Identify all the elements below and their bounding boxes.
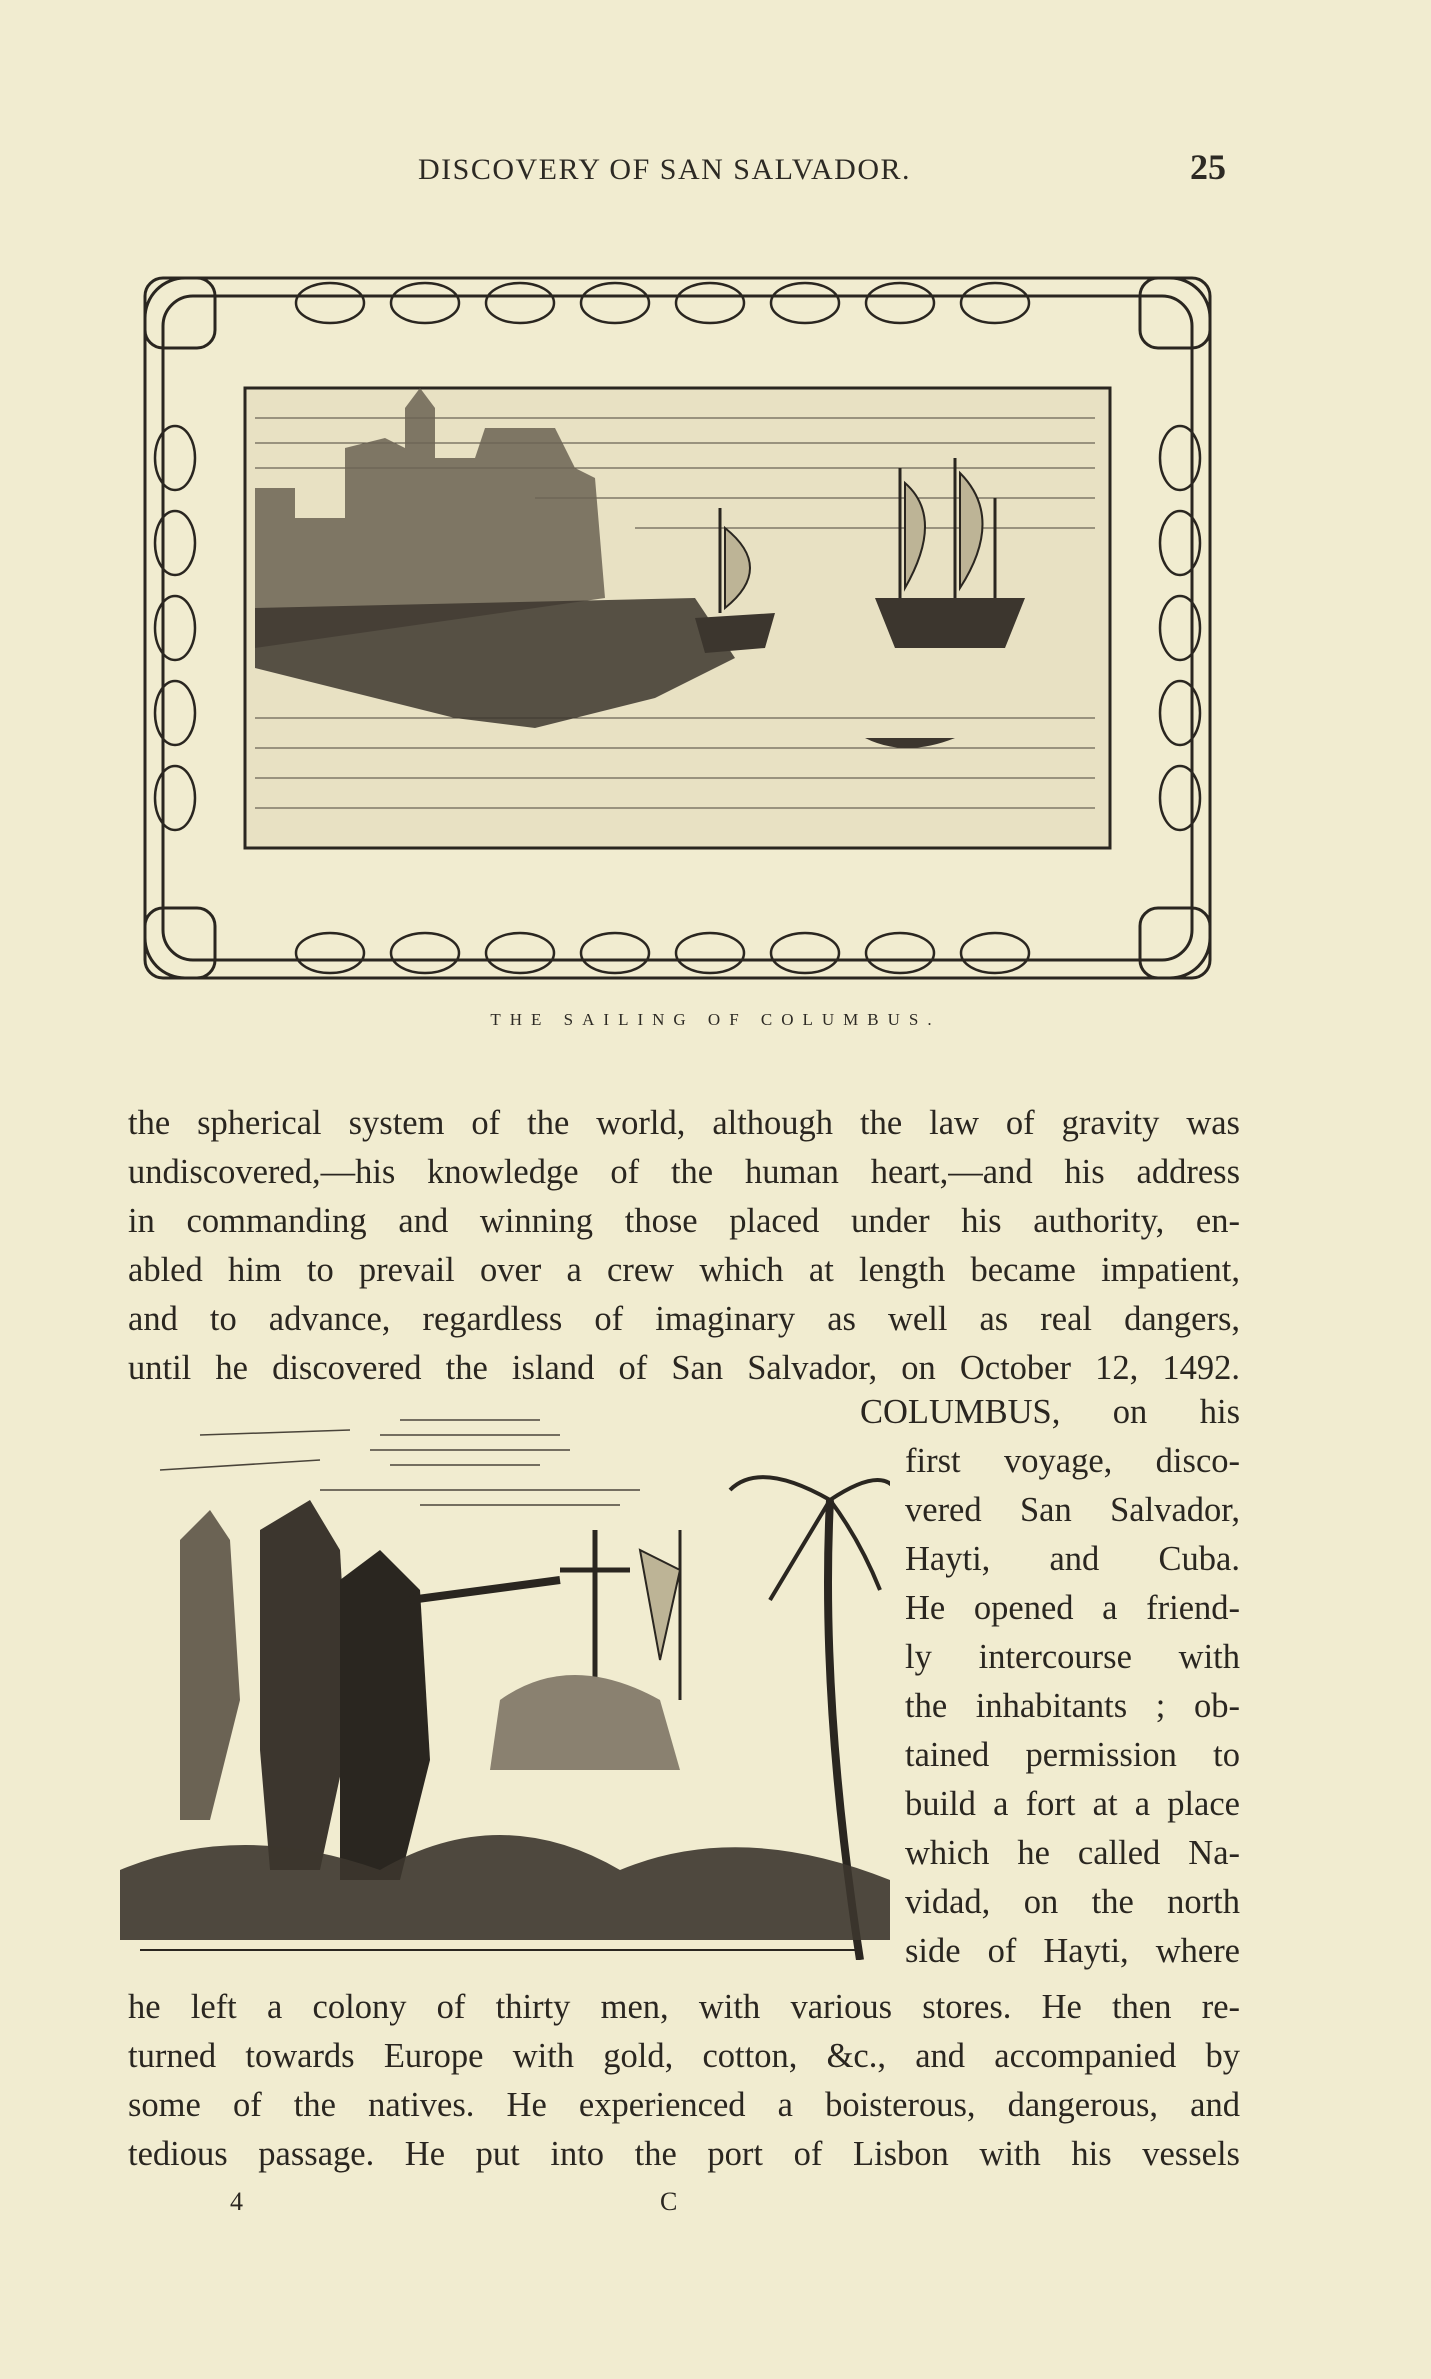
wrap-line: the inhabitants ; ob- (905, 1687, 1240, 1725)
wrap-line: tained permission to (905, 1736, 1240, 1774)
wrap-line: side of Hayti, where (905, 1932, 1240, 1970)
signature-left: 4 (230, 2187, 243, 2216)
signature-right: C (660, 2187, 678, 2216)
body-line: some of the natives. He experienced a boisterous, dangerous, and (128, 2086, 1240, 2124)
sailing-of-columbus-engraving (135, 268, 1220, 988)
body-line: abled him to prevail over a crew which at length became impatient, (128, 1251, 1240, 1289)
body-line: turned towards Europe with gold, cotton, &c., and accompanied by (128, 2037, 1240, 2075)
body-line: undiscovered,—his knowledge of the human heart,—and his address (128, 1153, 1240, 1191)
wrap-line: ly intercourse with (905, 1638, 1240, 1676)
wrap-line: first voyage, disco- (905, 1442, 1240, 1480)
figure-caption: THE SAILING OF COLUMBUS. (490, 1010, 941, 1029)
landing-engraving (120, 1400, 890, 1960)
wrap-line: build a fort at a place (905, 1785, 1240, 1823)
wrap-line: COLUMBUS, on his (860, 1393, 1240, 1431)
wrap-line: Hayti, and Cuba. (905, 1540, 1240, 1578)
wrap-line: vidad, on the north (905, 1883, 1240, 1921)
body-line: until he discovered the island of San Salvador, on October 12, 1492. (128, 1349, 1240, 1387)
wrap-line: vered San Salvador, (905, 1491, 1240, 1529)
body-line: tedious passage. He put into the port of Lisbon with his vessels (128, 2135, 1240, 2173)
wrap-line: which he called Na- (905, 1834, 1240, 1872)
body-line: the spherical system of the world, although the law of gravity was (128, 1104, 1240, 1142)
page-number: 25 (1190, 147, 1226, 187)
body-line: and to advance, regardless of imaginary as well as real dangers, (128, 1300, 1240, 1338)
wrap-line: He opened a friend- (905, 1589, 1240, 1627)
body-line: he left a colony of thirty men, with various stores. He then re- (128, 1988, 1240, 2026)
running-title: DISCOVERY OF SAN SALVADOR. (418, 153, 911, 186)
body-line: in commanding and winning those placed under his authority, en- (128, 1202, 1240, 1240)
